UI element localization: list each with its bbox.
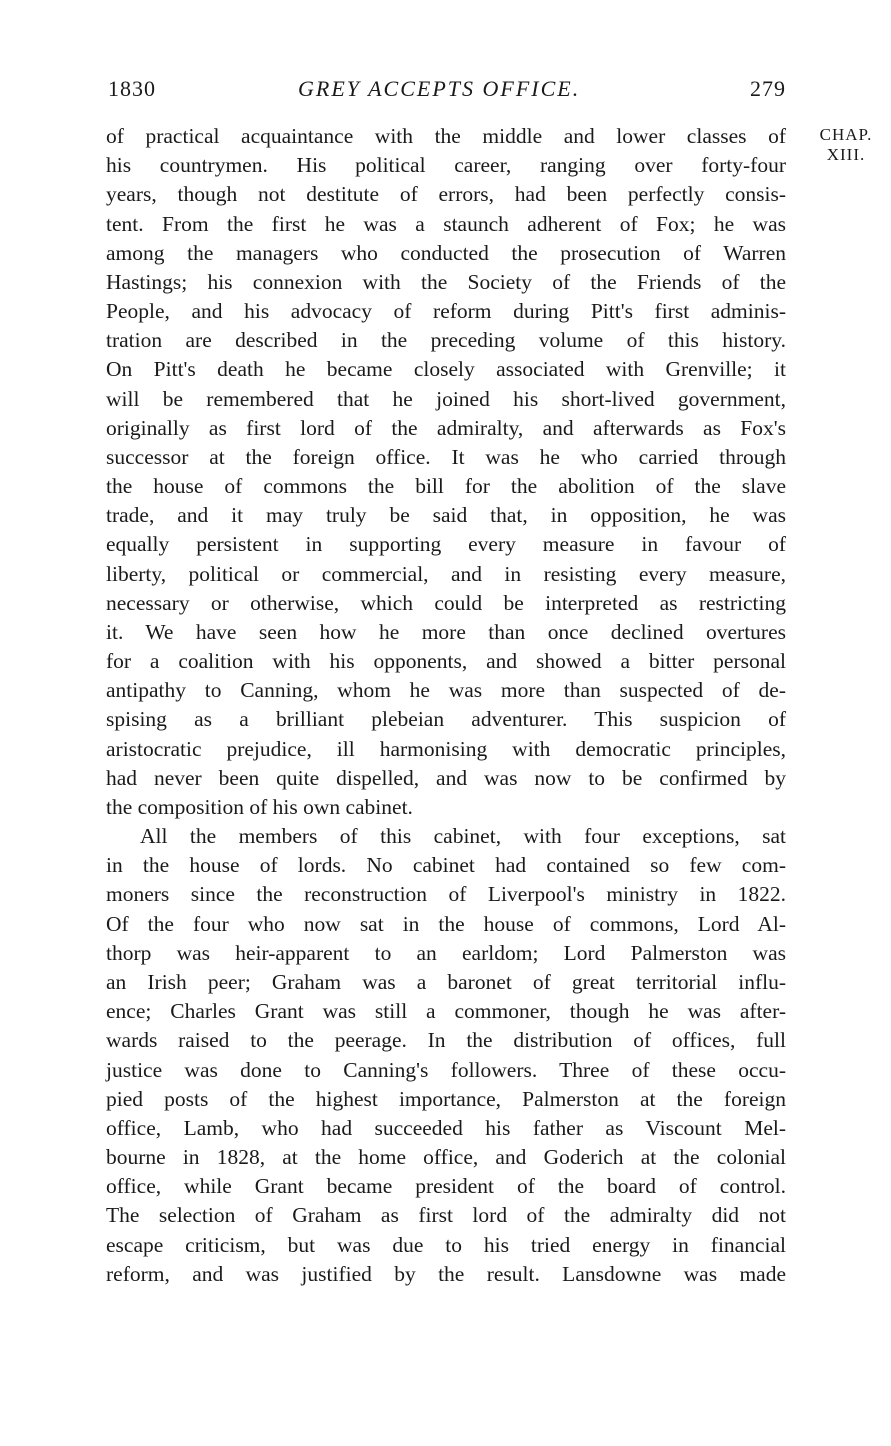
text-line: the composition of his own cabinet. — [106, 794, 413, 819]
text-line: in the house of lords. No cabinet had contained so few com- — [106, 853, 786, 878]
text-line: among the managers who conducted the prosecution of Warren — [106, 240, 786, 265]
text-line: necessary or otherwise, which could be interpreted as restricting — [106, 590, 786, 615]
page-number: 279 — [750, 76, 786, 101]
paragraph-1 — [106, 122, 786, 822]
text-line: had never been quite dispelled, and was now to be confirmed by — [106, 765, 786, 790]
text-line: escape criticism, but was due to his tried energy in financial — [106, 1232, 786, 1257]
text-line: his countrymen. His political career, ranging over forty-four — [106, 153, 786, 178]
text-line: of practical acquaintance with the middle and lower classes of — [106, 124, 786, 148]
paragraph-2 — [106, 822, 786, 1289]
chapter-margin-note — [806, 125, 886, 165]
text-line: ence; Charles Grant was still a commoner, though he was after- — [106, 999, 786, 1024]
text-line: it. We have seen how he more than once declined overtures — [106, 619, 786, 644]
text-line: antipathy to Canning, whom he was more than suspected of de- — [106, 678, 786, 703]
text-line: pied posts of the highest importance, Palmerston at the foreign — [106, 1086, 786, 1111]
text-line: equally persistent in supporting every measure in favour of — [106, 532, 786, 557]
text-line: People, and his advocacy of reform during Pitt's first adminis- — [106, 299, 786, 324]
text-line: wards raised to the peerage. In the distribution of offices, full — [106, 1028, 786, 1053]
text-line: originally as first lord of the admiralty, and afterwards as Fox's — [106, 415, 786, 440]
text-line: On Pitt's death he became closely associated with Grenville; it — [106, 357, 786, 382]
text-line: will be remembered that he joined his short-lived government, — [106, 386, 786, 411]
text-line: liberty, political or commercial, and in resisting every measure, — [106, 561, 786, 586]
text-line: bourne in 1828, at the home office, and Goderich at the colonial — [106, 1145, 786, 1170]
text-line: thorp was heir-apparent to an earldom; Lord Palmerston was — [106, 940, 786, 965]
margin-note-number: XIII. — [826, 145, 866, 164]
text-line: tration are described in the preceding volume of this history. — [106, 328, 786, 353]
text-line: tent. From the first he was a staunch adherent of Fox; he was — [106, 211, 786, 236]
text-line: office, Lamb, who had succeeded his father as Viscount Mel- — [106, 1115, 786, 1140]
running-head-title: GREY ACCEPTS OFFICE. — [298, 76, 581, 101]
text-line: for a coalition with his opponents, and showed a bitter personal — [106, 649, 786, 674]
text-line: The selection of Graham as first lord of the admiralty did not — [106, 1203, 786, 1228]
text-line: office, while Grant became president of the board of control. — [106, 1174, 786, 1199]
text-line: trade, and it may truly be said that, in opposition, he was — [106, 503, 786, 528]
text-line: the house of commons the bill for the abolition of the slave — [106, 474, 786, 499]
text-line: Of the four who now sat in the house of commons, Lord Al- — [106, 911, 786, 936]
text-line: spising as a brilliant plebeian adventurer. This suspicion of — [106, 707, 786, 732]
text-line: successor at the foreign office. It was he who carried through — [106, 444, 786, 469]
body-text — [106, 122, 786, 1289]
text-line: an Irish peer; Graham was a baronet of great territorial influ- — [106, 969, 786, 994]
text-line: reform, and was justified by the result. Lansdowne was made — [106, 1261, 786, 1286]
running-head-year: 1830 — [108, 76, 156, 101]
margin-note-chap: CHAP. — [819, 125, 873, 144]
text-line: All the members of this cabinet, with four exceptions, sat — [140, 824, 786, 849]
text-line: years, though not destitute of errors, had been perfectly consis- — [106, 182, 786, 207]
running-head — [108, 76, 788, 106]
text-line: Hastings; his connexion with the Society of the Friends of the — [106, 269, 786, 294]
text-line: justice was done to Canning's followers. Three of these occu- — [106, 1057, 786, 1082]
text-line: aristocratic prejudice, ill harmonising with democratic principles, — [106, 736, 786, 761]
text-line: moners since the reconstruction of Liverpool's ministry in 1822. — [106, 882, 786, 907]
